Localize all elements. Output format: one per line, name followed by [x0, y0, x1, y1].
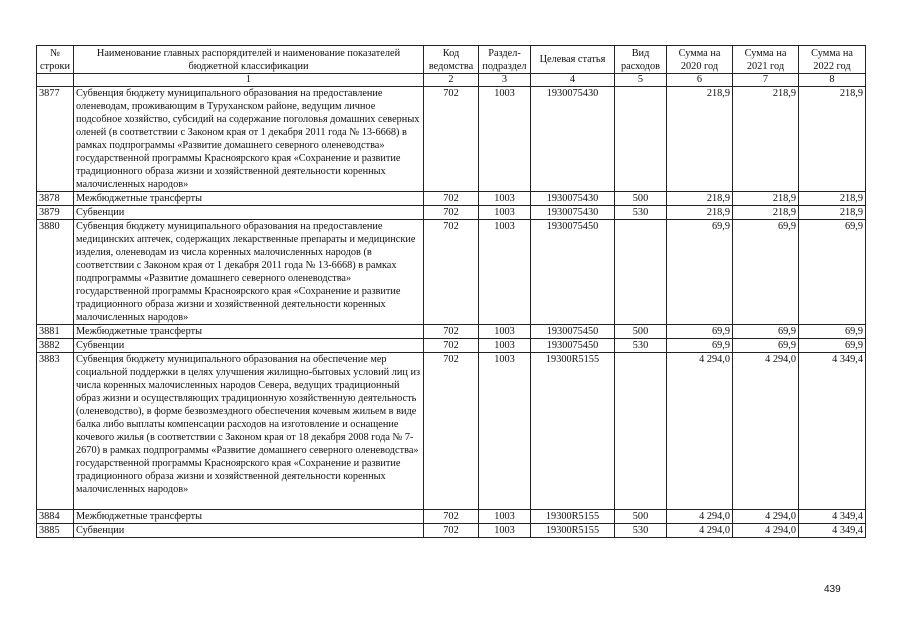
column-number: 3: [479, 74, 531, 87]
header-name: Наименование главных распорядителей и наименование показателей бюджетной классификации: [74, 46, 424, 74]
header-row: [37, 46, 866, 74]
row-target: 1930075450: [531, 325, 615, 339]
table-row: [37, 339, 866, 353]
header-expense-type: Вид расходов: [615, 46, 667, 74]
row-number: 3881: [37, 325, 74, 339]
table-row: [37, 192, 866, 206]
row-dept: 702: [424, 524, 479, 538]
row-type: 500: [615, 192, 667, 206]
column-number-blank: [37, 74, 74, 87]
column-number: 6: [667, 74, 733, 87]
row-section: 1003: [479, 206, 531, 220]
row-section: 1003: [479, 87, 531, 192]
row-sum-2022: 218,9: [799, 192, 866, 206]
row-type: 500: [615, 510, 667, 524]
header-sum-2020: Сумма на 2020 год: [667, 46, 733, 74]
row-target: 1930075450: [531, 339, 615, 353]
column-number: 8: [799, 74, 866, 87]
row-number: 3884: [37, 510, 74, 524]
row-sum-2020: 69,9: [667, 220, 733, 325]
header-section: Раздел-подраздел: [479, 46, 531, 74]
row-section: 1003: [479, 220, 531, 325]
row-sum-2020: 4 294,0: [667, 524, 733, 538]
row-dept: 702: [424, 192, 479, 206]
row-sum-2021: 4 294,0: [733, 524, 799, 538]
row-sum-2020: 4 294,0: [667, 510, 733, 524]
row-number: 3885: [37, 524, 74, 538]
column-number: 1: [74, 74, 424, 87]
row-target: 19300R5155: [531, 524, 615, 538]
row-number: 3880: [37, 220, 74, 325]
table-row: [37, 510, 866, 524]
header-row-no: № строки: [37, 46, 74, 74]
header-dept-code: Код ведомства: [424, 46, 479, 74]
row-sum-2021: 69,9: [733, 220, 799, 325]
row-target: 1930075430: [531, 87, 615, 192]
table-row: [37, 325, 866, 339]
row-type: 500: [615, 325, 667, 339]
row-sum-2021: 218,9: [733, 192, 799, 206]
row-type: 530: [615, 339, 667, 353]
row-number: 3878: [37, 192, 74, 206]
page-number: 439: [824, 584, 841, 595]
row-type: [615, 220, 667, 325]
row-sum-2021: 69,9: [733, 339, 799, 353]
row-type: [615, 353, 667, 510]
row-name: Субвенции: [74, 524, 424, 538]
row-name: Межбюджетные трансферты: [74, 325, 424, 339]
row-sum-2022: 218,9: [799, 206, 866, 220]
row-sum-2022: 4 349,4: [799, 510, 866, 524]
row-sum-2022: 69,9: [799, 220, 866, 325]
row-number: 3879: [37, 206, 74, 220]
table-row: [37, 87, 866, 192]
row-dept: 702: [424, 220, 479, 325]
row-target: 1930075430: [531, 206, 615, 220]
row-name: Субвенции: [74, 339, 424, 353]
row-type: [615, 87, 667, 192]
row-sum-2021: 218,9: [733, 87, 799, 192]
row-section: 1003: [479, 325, 531, 339]
row-name-text: Субвенция бюджету муниципального образования на обеспечение мер социальной поддержки в целях улучшения жилищно-бытовых условий лиц из числа коренных малочисленных народов Севера, ведущих традиционный образ жизни и осуществляющих традиционную хозяйственную деятельность (оленеводство), в форме безвозмездного обеспечения кочевым жильем в виде балка либо выплаты компенсации расходов на изготовление и оснащение кочевого жилья (в соответствии с Законом края от 18 декабря 2008 года № 7-2670) в рамках подпрограммы «Развитие домашнего северного оленеводства» государственной программы Красноярского края «Сохранение и развитие традиционного образа жизни и хозяйственной деятельности коренных малочисленных народов»: [76, 354, 421, 495]
row-target: 1930075450: [531, 220, 615, 325]
row-sum-2020: 218,9: [667, 87, 733, 192]
column-number: 7: [733, 74, 799, 87]
row-dept: 702: [424, 87, 479, 192]
row-target: 19300R5155: [531, 353, 615, 510]
row-sum-2021: 4 294,0: [733, 353, 799, 510]
row-sum-2022: 4 349,4: [799, 524, 866, 538]
row-name: Субвенции: [74, 206, 424, 220]
column-number: 2: [424, 74, 479, 87]
header-target: Целевая статья: [531, 46, 615, 74]
row-dept: 702: [424, 510, 479, 524]
row-sum-2021: 4 294,0: [733, 510, 799, 524]
row-number: 3882: [37, 339, 74, 353]
row-sum-2022: 69,9: [799, 325, 866, 339]
table-row: [37, 206, 866, 220]
budget-table: [36, 45, 866, 538]
row-name: [74, 353, 424, 510]
row-sum-2020: 218,9: [667, 192, 733, 206]
column-number: 5: [615, 74, 667, 87]
row-name: Субвенция бюджету муниципального образования на предоставление медицинских аптечек, содержащих лекарственные препараты и медицинские изделия, оленеводам из числа коренных малочисленных народов (в соответствии с Законом края от 1 декабря 2011 года № 13-6668) в рамках подпрограммы «Развитие домашнего северного оленеводства» государственной программы Красноярского края «Сохранение и развитие традиционного образа жизни и хозяйственной деятельности коренных малочисленных народов»: [74, 220, 424, 325]
table-row: [37, 524, 866, 538]
row-name: Субвенция бюджету муниципального образования на предоставление оленеводам, проживающим в Туруханском районе, ведущим личное подсобное хозяйство, субсидий на содержание поголовья домашних северных оленей (в соответствии с Законом края от 1 декабря 2011 года № 13-6668) в рамках подпрограммы «Развитие домашнего северного оленеводства» государственной программы Красноярского края «Сохранение и развитие традиционного образа жизни и хозяйственной деятельности коренных малочисленных народов»: [74, 87, 424, 192]
row-section: 1003: [479, 510, 531, 524]
row-section: 1003: [479, 524, 531, 538]
row-sum-2020: 218,9: [667, 206, 733, 220]
row-section: 1003: [479, 353, 531, 510]
row-name: Межбюджетные трансферты: [74, 192, 424, 206]
table-row: [37, 353, 866, 510]
row-type: 530: [615, 524, 667, 538]
row-sum-2020: 69,9: [667, 325, 733, 339]
row-target: 1930075430: [531, 192, 615, 206]
row-dept: 702: [424, 339, 479, 353]
row-number: 3883: [37, 353, 74, 510]
header-sum-2021: Сумма на 2021 год: [733, 46, 799, 74]
row-sum-2022: 218,9: [799, 87, 866, 192]
row-sum-2020: 4 294,0: [667, 353, 733, 510]
row-number: 3877: [37, 87, 74, 192]
column-number: 4: [531, 74, 615, 87]
row-dept: 702: [424, 206, 479, 220]
row-sum-2021: 218,9: [733, 206, 799, 220]
row-dept: 702: [424, 325, 479, 339]
row-section: 1003: [479, 339, 531, 353]
row-sum-2021: 69,9: [733, 325, 799, 339]
row-section: 1003: [479, 192, 531, 206]
row-sum-2022: 4 349,4: [799, 353, 866, 510]
row-target: 19300R5155: [531, 510, 615, 524]
row-name: Межбюджетные трансферты: [74, 510, 424, 524]
header-sum-2022: Сумма на 2022 год: [799, 46, 866, 74]
table-row: [37, 220, 866, 325]
row-dept: 702: [424, 353, 479, 510]
row-sum-2022: 69,9: [799, 339, 866, 353]
row-type: 530: [615, 206, 667, 220]
row-sum-2020: 69,9: [667, 339, 733, 353]
column-number-row: [37, 74, 866, 87]
